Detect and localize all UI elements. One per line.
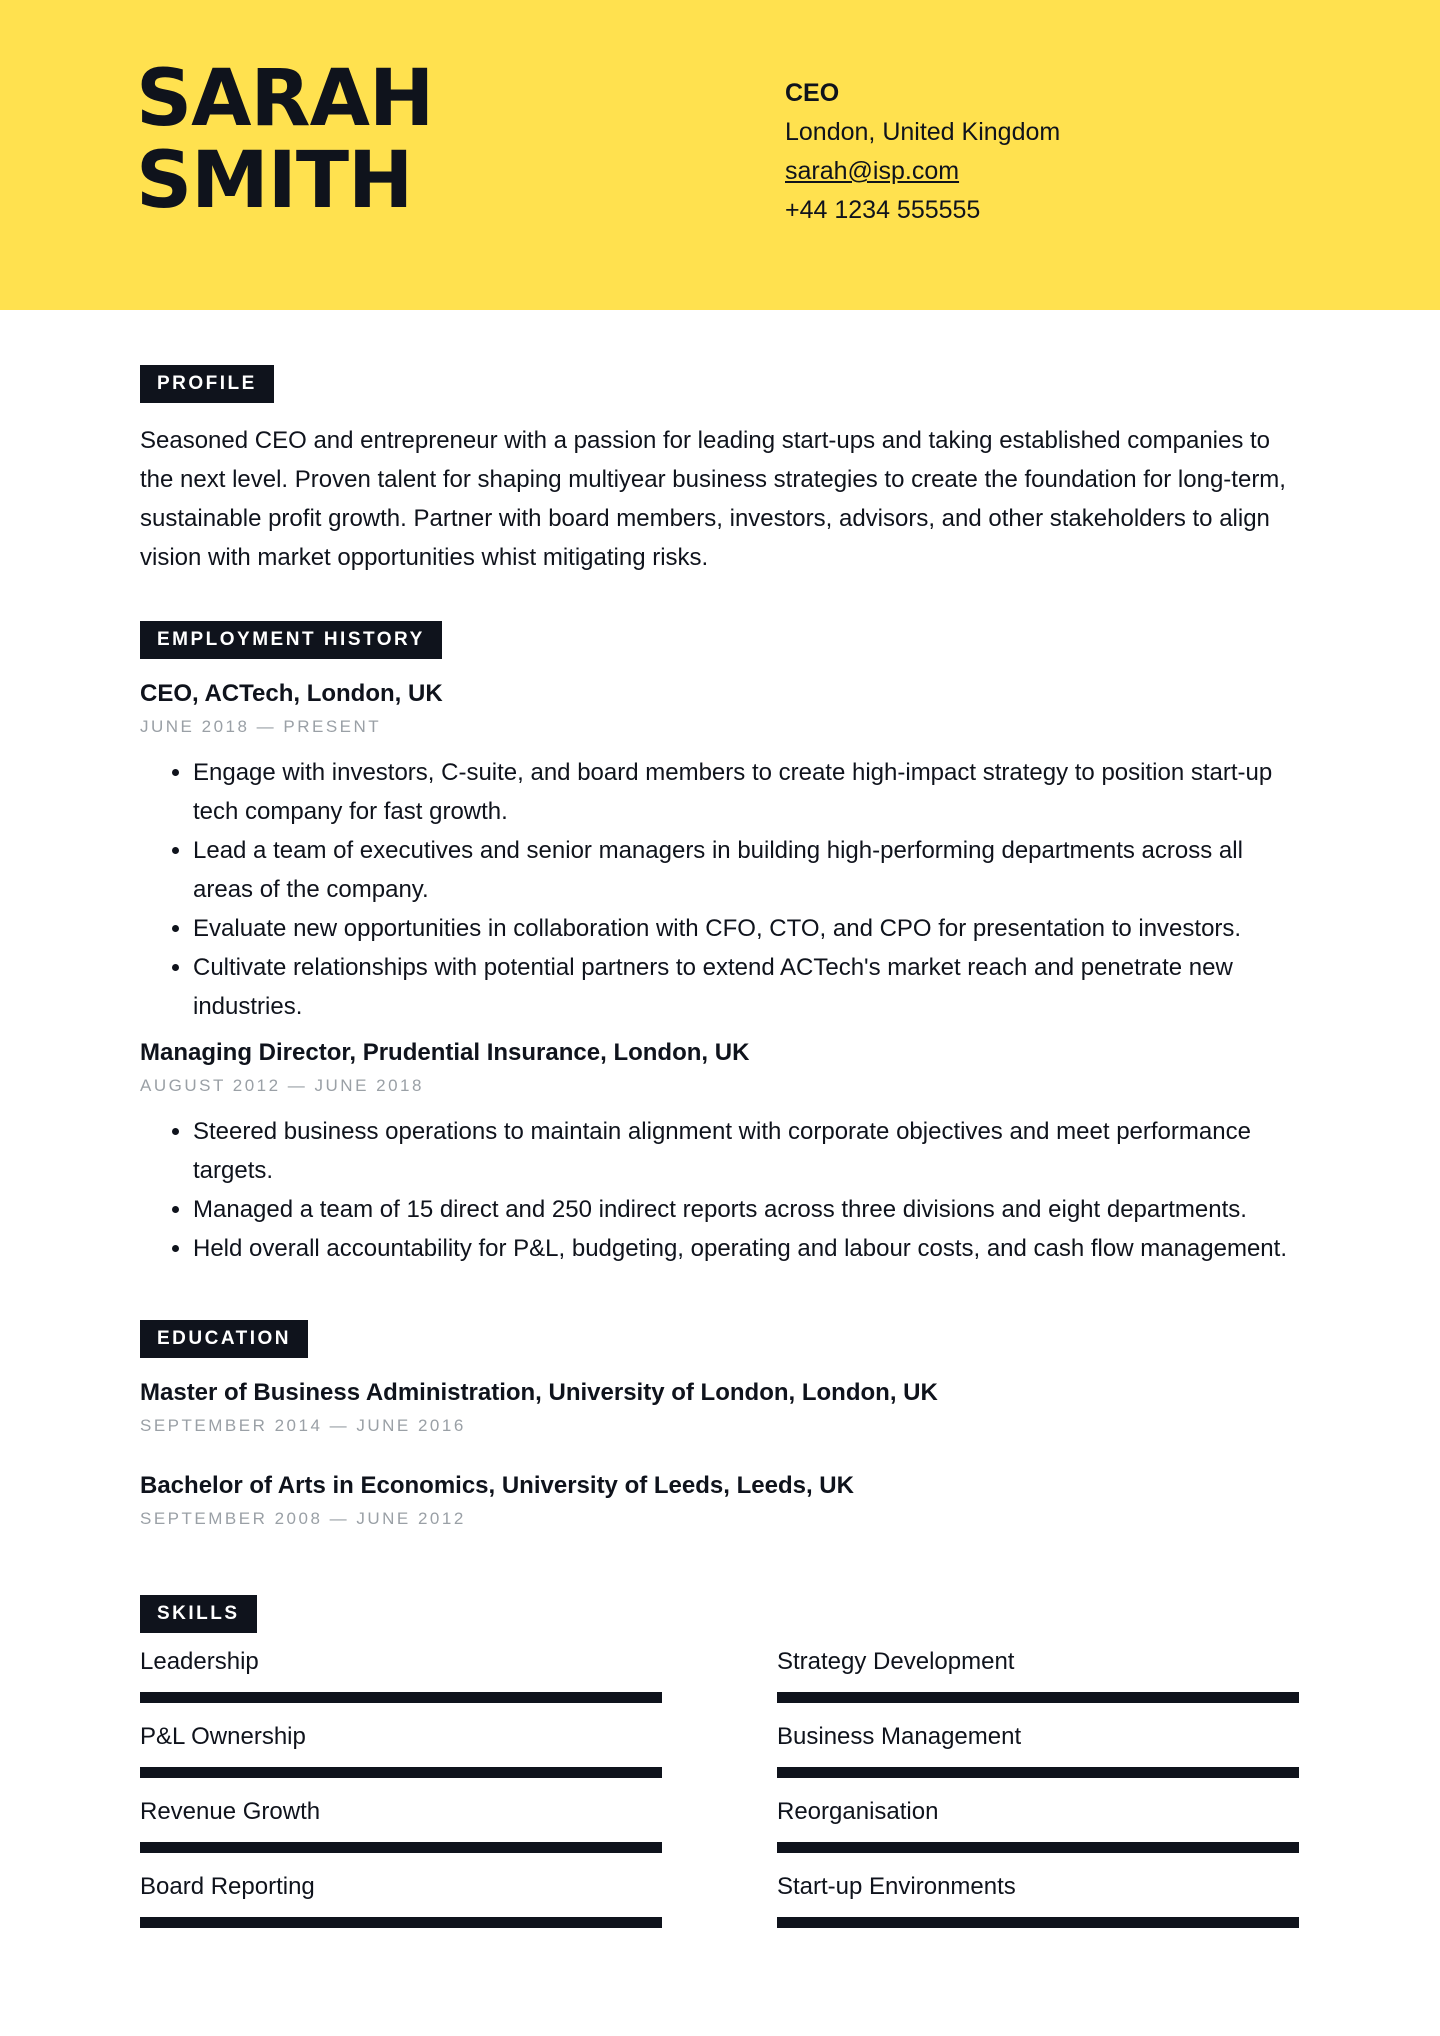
skill-level-bar [777,1692,1299,1703]
skill-level-bar [140,1917,662,1928]
skill-item [140,1872,662,1928]
skill-item [140,1722,662,1778]
education-section [140,1320,1300,1531]
skill-name: Business Management [777,1723,1022,1750]
name-last: SMITH [136,136,413,226]
skill-level-bar [140,1842,662,1853]
skill-item [140,1797,662,1853]
skill-name: Revenue Growth [140,1798,321,1825]
skill-level-bar [777,1767,1299,1778]
employment-heading: EMPLOYMENT HISTORY [140,621,442,659]
skill-name: Strategy Development [777,1648,1015,1675]
profile-text: Seasoned CEO and entrepreneur with a passion for leading start-ups and taking established companies to the next level. Proven talent for shaping multiyear business strategies to create the foundation for long-term, sustainable profit growth. Partner with board members, investors, advisors, and other stakeholders to align vision with market opportunities whist mitigating risks. [140,427,1286,571]
skills-heading: SKILLS [140,1595,257,1633]
skill-item [777,1647,1299,1703]
skill-name: Leadership [140,1648,259,1675]
skill-level-bar [777,1917,1299,1928]
skill-name: Reorganisation [777,1798,939,1825]
profile-section [140,365,1300,577]
job-entry-dates: AUGUST 2012 — JUNE 2018 [140,1076,424,1095]
skill-item [777,1797,1299,1853]
job-bullet: • Cultivate relationships with potential partners to extend ACTech's market reach and penetrate new industries. [193,948,1300,1026]
contact-details [785,74,1060,230]
job-bullets [140,753,1300,1026]
employment-section [140,621,1300,1268]
job-bullet: • Evaluate new opportunities in collaboration with CFO, CTO, and CPO for presentation to investors. [193,909,1300,948]
skill-item [777,1722,1299,1778]
email-link[interactable]: sarah@isp.com [785,157,960,185]
phone: +44 1234 555555 [785,196,981,224]
job-bullet: • Steered business operations to maintain alignment with corporate objectives and meet performance targets. [193,1112,1300,1190]
education-entry [140,1378,1300,1438]
job-bullet: • Lead a team of executives and senior managers in building high-performing departments across all areas of the company. [193,831,1300,909]
skill-item [777,1872,1299,1928]
skill-level-bar [777,1842,1299,1853]
skill-level-bar [140,1692,662,1703]
degree-title: Master of Business Administration, University of London, London, UK [140,1379,938,1406]
skills-section [140,1595,1300,1987]
job-entry-dates: JUNE 2018 — PRESENT [140,717,382,736]
job-entry [140,679,1300,1026]
degree-dates: SEPTEMBER 2008 — JUNE 2012 [140,1509,466,1528]
job-bullet: • Held overall accountability for P&L, budgeting, operating and labour costs, and cash flow management. [193,1229,1300,1268]
name-first: SARAH [136,54,434,144]
job-bullet: • Managed a team of 15 direct and 250 indirect reports across three divisions and eight departments. [193,1190,1300,1229]
skill-name: P&L Ownership [140,1723,306,1750]
job-bullet: • Engage with investors, C-suite, and board members to create high-impact strategy to position start-up tech company for fast growth. [193,753,1300,831]
location: London, United Kingdom [785,118,1061,146]
job-entry-title: CEO, ACTech, London, UK [140,680,443,707]
education-heading: EDUCATION [140,1320,308,1358]
skill-level-bar [140,1767,662,1778]
job-bullets [140,1112,1300,1268]
job-entry [140,1038,1300,1268]
skill-name: Board Reporting [140,1873,315,1900]
degree-dates: SEPTEMBER 2014 — JUNE 2016 [140,1416,466,1435]
profile-heading: PROFILE [140,365,274,403]
education-entry [140,1471,1300,1531]
skills-grid [140,1647,1300,1987]
skill-item [140,1647,662,1703]
skill-name: Start-up Environments [777,1873,1016,1900]
degree-title: Bachelor of Arts in Economics, University of Leeds, Leeds, UK [140,1472,854,1499]
job-entry-title: Managing Director, Prudential Insurance, London, UK [140,1039,750,1066]
header-banner [0,0,1440,310]
job-title: CEO [785,79,840,107]
candidate-name [136,54,434,226]
